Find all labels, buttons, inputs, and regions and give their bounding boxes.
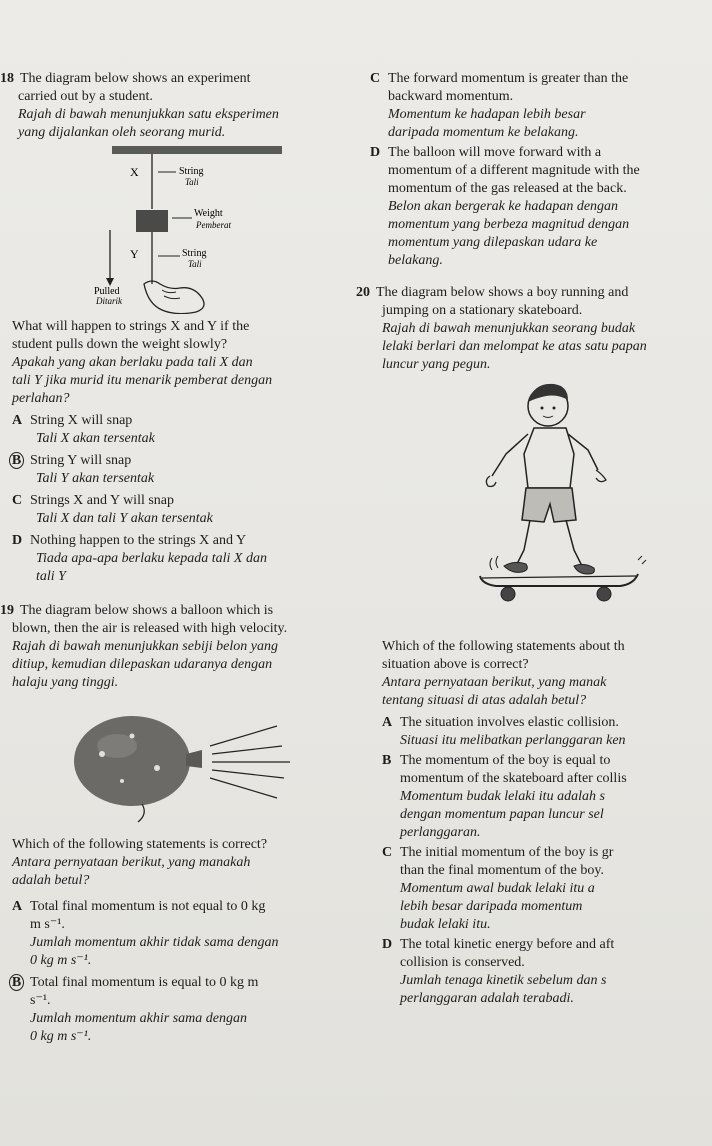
q19-option-d[interactable]: D The balloon will move forward with a momentum of a different magnitude with the momentum of the gas released at the back. Belon akan bergerak ke hadapan dengan momentum yang berbeza magnitud dengan momentum yang dilepaskan udara ke belakang. — [370, 145, 640, 268]
q20-stem-en-2: jumping on a stationary skateboard. — [382, 303, 583, 318]
boy-skateboard-diagram — [470, 380, 650, 610]
q20-option-c[interactable]: C The initial momentum of the boy is gr than the final momentum of the boy. Momentum awal budak lelaki itu a lebih besar daripada momentum budak lelaki itu. — [382, 845, 614, 932]
q18-option-d[interactable]: D Nothing happen to the strings X and Y Tiada apa-apa berlaku kepada tali X dan tali Y — [12, 533, 267, 584]
q18-question-ms-3: perlahan? — [12, 391, 70, 406]
q20-stem-ms-2: lelaki berlari dan melompat ke atas satu papan — [382, 339, 647, 354]
svg-text:Tali: Tali — [185, 177, 199, 187]
air-stream-line — [212, 770, 284, 778]
ceiling-support — [112, 146, 282, 154]
question-20 — [356, 284, 712, 1008]
q18-question-en-1: What will happen to strings X and Y if the — [12, 319, 250, 334]
svg-text:String: String — [182, 248, 207, 259]
q19-stem-ms-3: halaju yang tinggi. — [12, 675, 119, 690]
q19-question-ms-1: Antara pernyataan berikut, yang manakah — [12, 855, 251, 870]
q20-option-b[interactable]: B The momentum of the boy is equal to momentum of the skateboard after collis Momentum budak lelaki itu adalah s dengan momentum papan luncur sel perlanggaran. — [382, 753, 627, 840]
left-column — [0, 70, 357, 1046]
svg-text:Pemberat: Pemberat — [196, 220, 231, 230]
q18-option-a[interactable]: A String X will snap Tali X akan tersentak — [12, 413, 155, 446]
skateboard-wheel — [501, 587, 515, 601]
right-column — [356, 70, 712, 1008]
balloon-diagram — [62, 706, 362, 826]
q19-option-a[interactable]: A Total final momentum is not equal to 0 kg m s⁻¹. Jumlah momentum akhir tidak sama dengan 0 kg m s⁻¹. — [12, 899, 279, 968]
air-stream-line — [210, 726, 277, 746]
q18-stem-en-2: carried out by a student. — [18, 89, 153, 104]
svg-text:Ditarik: Ditarik — [96, 296, 122, 306]
q18-question-en-2: student pulls down the weight slowly? — [12, 337, 228, 352]
boy-shorts — [522, 488, 576, 522]
q18-options — [12, 412, 357, 586]
q19-options-left — [12, 898, 357, 1046]
svg-text:Weight: Weight — [194, 208, 223, 219]
q19-stem-en-1: 19 The diagram below shows a balloon which is — [0, 603, 274, 618]
air-stream-line — [212, 746, 282, 754]
q18-option-b[interactable]: B String Y will snap Tali Y akan tersentak — [12, 452, 357, 488]
q18-option-c[interactable]: C Strings X and Y will snap Tali X dan tali Y akan tersentak — [12, 493, 213, 526]
q18-stem-ms-1: Rajah di bawah menunjukkan satu eksperimen — [18, 107, 279, 122]
q20-question-ms-1: Antara pernyataan berikut, yang manak — [382, 675, 607, 690]
q19-question-ms-2: adalah betul? — [12, 873, 90, 888]
q20-stem-ms-1: Rajah di bawah menunjukkan seorang budak — [382, 321, 636, 336]
q18-number: 18 — [0, 71, 14, 86]
q19-number: 19 — [0, 603, 14, 618]
skateboard-wheel — [597, 587, 611, 601]
q20-question-en-1: Which of the following statements about th — [382, 639, 625, 654]
q18-string-weight-diagram — [92, 144, 342, 314]
svg-text:Pulled: Pulled — [94, 286, 120, 297]
balloon-body — [74, 716, 190, 806]
selected-answer-mark: B — [9, 452, 24, 469]
q18-stem-en: 18 The diagram below shows an experiment — [0, 71, 251, 86]
q18-question-ms-1: Apakah yang akan berlaku pada tali X dan — [12, 355, 253, 370]
q20-option-a[interactable]: A The situation involves elastic collision. Situasi itu melibatkan perlanggaran ken — [382, 715, 626, 748]
question-18 — [0, 70, 357, 586]
string-x-label: X — [130, 165, 139, 179]
hand-drawing — [144, 281, 204, 314]
air-stream-line — [210, 778, 277, 798]
q20-question-en-2: situation above is correct? — [382, 657, 529, 672]
q19-question-en: Which of the following statements is correct? — [12, 837, 268, 852]
svg-text:Tali: Tali — [188, 259, 202, 269]
question-19 — [0, 602, 357, 1046]
q20-stem-ms-3: luncur yang pegun. — [382, 357, 491, 372]
q19-option-c[interactable]: C The forward momentum is greater than the backward momentum. Momentum ke hadapan lebih besar daripada momentum ke belakang. — [370, 71, 629, 140]
q18-question-ms-2: tali Y jika murid itu menarik pemberat dengan — [12, 373, 273, 388]
string-y-label: Y — [130, 247, 139, 261]
q20-number: 20 — [356, 285, 370, 300]
q19-stem-ms-2: ditiup, kemudian dilepaskan udaranya dengan — [12, 657, 273, 672]
q19-stem-ms-1: Rajah di bawah menunjukkan sebiji belon yang — [12, 639, 278, 654]
q19-option-b[interactable]: B Total final momentum is equal to 0 kg m s⁻¹. Jumlah momentum akhir sama dengan 0 kg m s⁻¹. — [12, 974, 357, 1046]
q19-stem-en-2: blown, then the air is released with high velocity. — [12, 621, 288, 636]
selected-answer-mark: B — [9, 974, 24, 991]
q20-option-d[interactable]: D The total kinetic energy before and aft collision is conserved. Jumlah tenaga kinetik sebelum dan s perlanggaran adalah terabadi. — [382, 937, 615, 1006]
q20-question-ms-2: tentang situasi di atas adalah betul? — [382, 693, 587, 708]
svg-text:String: String — [179, 166, 204, 177]
weight-block — [136, 210, 168, 232]
q20-stem-en-1: 20 The diagram below shows a boy running and — [356, 285, 629, 300]
boy-shirt — [524, 428, 574, 488]
q19-options-right — [370, 70, 712, 270]
q20-options — [370, 714, 712, 1008]
q18-stem-ms-2: yang dijalankan oleh seorang murid. — [18, 125, 226, 140]
